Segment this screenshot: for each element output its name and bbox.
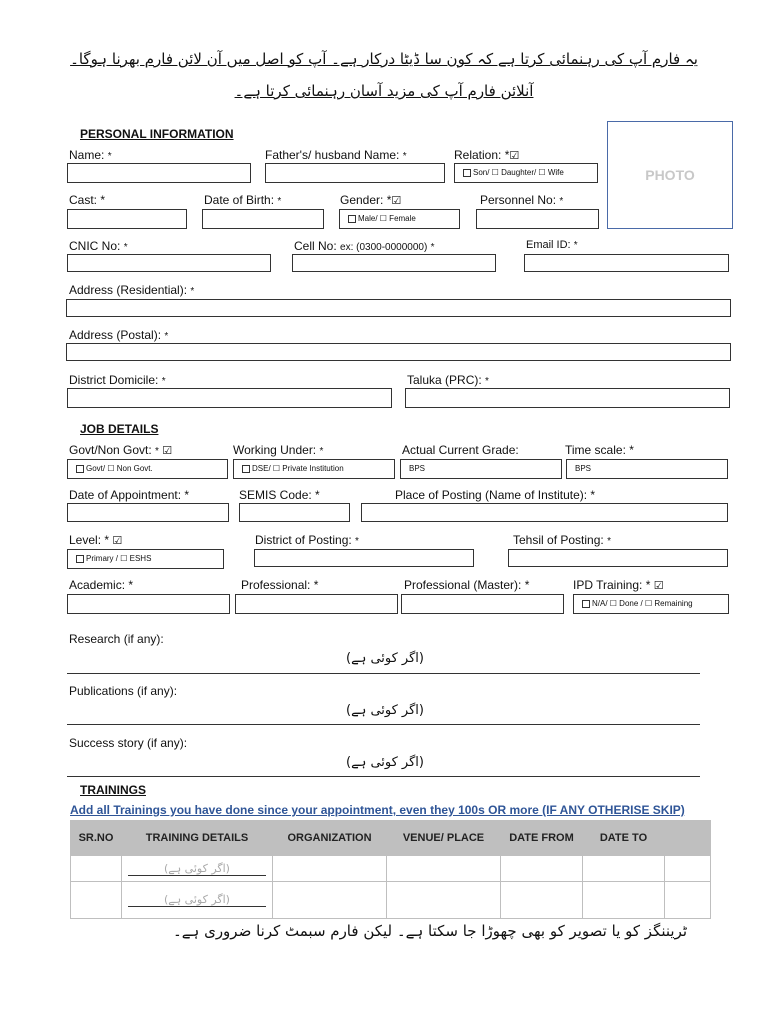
col-date-from: DATE FROM xyxy=(501,821,583,856)
header-instruction-line-2: آنلائن فارم آپ کی مزید آسان رہنمائی کرتا ہے۔ xyxy=(234,82,534,100)
email-label: Email ID: * xyxy=(526,239,578,251)
email-input[interactable] xyxy=(524,254,729,272)
tehsil-label: Tehsil of Posting: * xyxy=(513,533,611,547)
publications-hint: (اگر کوئی ہے) xyxy=(346,703,424,718)
checkbox-icon[interactable] xyxy=(348,215,356,223)
table-cell[interactable] xyxy=(71,856,122,882)
posting-label: Place of Posting (Name of Institute): * xyxy=(395,488,596,502)
research-line[interactable] xyxy=(67,673,700,674)
table-cell[interactable] xyxy=(583,882,665,919)
success-hint: (اگر کوئی ہے) xyxy=(346,755,424,770)
professional-label: Professional: * xyxy=(241,578,319,592)
cnic-input[interactable] xyxy=(67,254,271,272)
job-section-title: JOB DETAILS xyxy=(80,422,159,436)
row-hint: (اگر کوئی ہے) xyxy=(128,893,266,907)
name-label: Name: * xyxy=(69,148,112,162)
working-under-label: Working Under: * xyxy=(233,443,324,457)
govt-label: Govt/Non Govt: * ☑ xyxy=(69,443,173,457)
checkbox-icon[interactable] xyxy=(463,169,471,177)
checkbox-icon[interactable] xyxy=(242,465,250,473)
grade-label: Actual Current Grade: xyxy=(402,443,519,457)
check-icon: ☑ xyxy=(391,195,402,207)
district-posting-label: District of Posting: * xyxy=(255,533,359,547)
address-postal-label: Address (Postal): * xyxy=(69,328,169,342)
level-options[interactable]: Primary / ☐ ESHS xyxy=(67,549,224,569)
academic-input[interactable] xyxy=(67,594,230,614)
col-sr-no: SR.NO xyxy=(71,821,122,856)
gender-label: Gender: *☑ xyxy=(340,193,402,207)
success-line[interactable] xyxy=(67,776,700,777)
personnel-input[interactable] xyxy=(476,209,599,229)
trainings-instruction: Add all Trainings you have done since your appointment, even they 100s OR more (IF ANY OTHERISE SKIP) xyxy=(70,803,685,817)
photo-placeholder[interactable]: PHOTO xyxy=(607,121,733,229)
col-venue: VENUE/ PLACE xyxy=(387,821,501,856)
col-date-to: DATE TO xyxy=(583,821,665,856)
table-cell[interactable] xyxy=(387,882,501,919)
table-cell[interactable] xyxy=(273,856,387,882)
research-hint: (اگر کوئی ہے) xyxy=(346,651,424,666)
table-cell[interactable] xyxy=(583,856,665,882)
address-postal-input[interactable] xyxy=(66,343,731,361)
district-domicile-input[interactable] xyxy=(67,388,392,408)
table-header-row xyxy=(71,821,711,856)
semis-label: SEMIS Code: * xyxy=(239,488,320,502)
taluka-label: Taluka (PRC): * xyxy=(407,373,489,387)
father-name-input[interactable] xyxy=(265,163,445,183)
table-cell[interactable] xyxy=(501,856,583,882)
table-cell[interactable] xyxy=(273,882,387,919)
timescale-input[interactable]: BPS xyxy=(566,459,728,479)
academic-label: Academic: * xyxy=(69,578,134,592)
dob-label: Date of Birth: * xyxy=(204,193,282,207)
checkbox-icon[interactable] xyxy=(76,555,84,563)
posting-input[interactable] xyxy=(361,503,728,522)
district-domicile-label: District Domicile: * xyxy=(69,373,166,387)
table-cell[interactable] xyxy=(122,882,273,919)
cnic-label: CNIC No: * xyxy=(69,239,128,253)
personnel-label: Personnel No: * xyxy=(480,193,564,207)
check-icon: ☑ xyxy=(509,150,520,162)
table-row[interactable] xyxy=(71,882,711,919)
col-organization: ORGANIZATION xyxy=(273,821,387,856)
gender-options[interactable]: Male/ ☐ Female xyxy=(339,209,460,229)
table-cell[interactable] xyxy=(501,882,583,919)
ipd-options[interactable]: N/A/ ☐ Done / ☐ Remaining xyxy=(573,594,729,614)
working-under-options[interactable]: DSE/ ☐ Private Institution xyxy=(233,459,395,479)
research-label: Research (if any): xyxy=(69,632,164,646)
table-cell[interactable] xyxy=(665,856,711,882)
dob-input[interactable] xyxy=(202,209,324,229)
check-icon: ☑ xyxy=(162,445,173,457)
trainings-table xyxy=(70,820,711,919)
publications-label: Publications (if any): xyxy=(69,684,178,698)
father-name-label: Father's/ husband Name: * xyxy=(265,148,407,162)
row-hint: (اگر کوئی ہے) xyxy=(128,862,266,876)
address-residential-label: Address (Residential): * xyxy=(69,283,195,297)
footer-note: ٹریننگز کو یا تصویر کو بھی چھوڑا جا سکتا ہے۔ لیکن فارم سبمٹ کرنا ضروری ہے۔ xyxy=(172,922,688,940)
cell-input[interactable] xyxy=(292,254,496,272)
taluka-input[interactable] xyxy=(405,388,730,408)
doa-input[interactable] xyxy=(67,503,229,522)
tehsil-input[interactable] xyxy=(508,549,728,567)
checkbox-icon[interactable] xyxy=(76,465,84,473)
ipd-label: IPD Training: * ☑ xyxy=(573,578,664,592)
relation-options[interactable]: Son/ ☐ Daughter/ ☐ Wife xyxy=(454,163,598,183)
cast-input[interactable] xyxy=(67,209,187,229)
check-icon: ☑ xyxy=(653,580,664,592)
professional-input[interactable] xyxy=(235,594,398,614)
table-cell[interactable] xyxy=(122,856,273,882)
timescale-label: Time scale: * xyxy=(565,443,634,457)
cell-label: Cell No: ex: (0300-0000000) * xyxy=(294,239,435,253)
header-instruction-line-1: یہ فارم آپ کی رہنمائی کرتا ہے کہ کون سا ڈیٹا درکار ہے۔ آپ کو اصل میں آن لائن فارم بھرنا ہوگا۔ xyxy=(70,50,698,68)
trainings-section-title: TRAININGS xyxy=(80,783,146,797)
checkbox-icon[interactable] xyxy=(582,600,590,608)
relation-label: Relation: *☑ xyxy=(454,148,520,162)
semis-input[interactable] xyxy=(239,503,350,522)
prof-master-label: Professional (Master): * xyxy=(404,578,530,592)
name-input[interactable] xyxy=(67,163,251,183)
address-residential-input[interactable] xyxy=(66,299,731,317)
cast-label: Cast: * xyxy=(69,193,106,207)
district-posting-input[interactable] xyxy=(254,549,474,567)
table-cell[interactable] xyxy=(387,856,501,882)
govt-options[interactable]: Govt/ ☐ Non Govt. xyxy=(67,459,228,479)
grade-input[interactable]: BPS xyxy=(400,459,562,479)
table-cell[interactable] xyxy=(665,882,711,919)
success-label: Success story (if any): xyxy=(69,736,188,750)
col-blank xyxy=(665,821,711,856)
table-cell[interactable] xyxy=(71,882,122,919)
table-row[interactable] xyxy=(71,856,711,882)
prof-master-input[interactable] xyxy=(401,594,564,614)
publications-line[interactable] xyxy=(67,724,700,725)
col-training-details: TRAINING DETAILS xyxy=(122,821,273,856)
doa-label: Date of Appointment: * xyxy=(69,488,190,502)
personal-section-title: PERSONAL INFORMATION xyxy=(80,127,234,141)
level-label: Level: * ☑ xyxy=(69,533,123,547)
check-icon: ☑ xyxy=(112,535,123,547)
